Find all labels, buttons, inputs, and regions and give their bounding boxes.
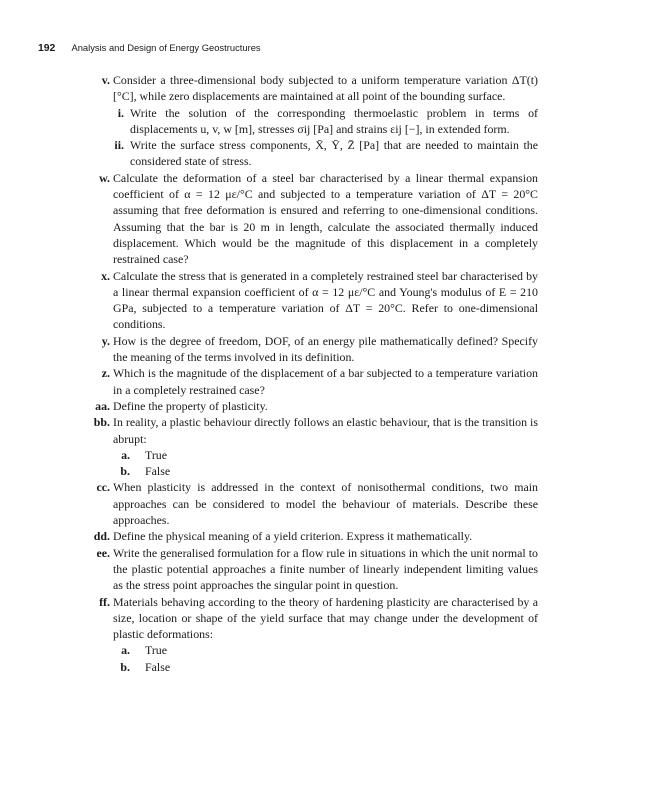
question-ee bbox=[0, 545, 648, 594]
question-label: y. bbox=[101, 333, 110, 348]
question-text: Define the physical meaning of a yield criterion. Express it mathematically. bbox=[113, 529, 473, 544]
option-text: False bbox=[145, 464, 171, 479]
page-number: 192 bbox=[38, 43, 56, 54]
option-text: False bbox=[145, 659, 171, 674]
question-list bbox=[0, 72, 648, 675]
question-cc bbox=[0, 479, 648, 528]
question-label: bb. bbox=[93, 415, 110, 430]
option-false bbox=[0, 463, 648, 479]
question-text: Which is the magnitude of the displacement of a bar subjected to a temperature variation in a completely restrained case? bbox=[113, 366, 538, 397]
question-text: Calculate the deformation of a steel bar characterised by a linear thermal expansion coefficient of α = 12 με/°C and subjected to a temperature variation of ΔT = 20°C assuming that free deformation is ensured and referring to one-dimensional conditions. Assuming that the bar is 20 m in length, calculate the associated thermally induced displacement. Which would be the magnitude of this displacement in a completely restrained case? bbox=[113, 170, 538, 267]
subquestion-i bbox=[0, 105, 648, 138]
question-text: Write the surface stress components, X̄, Ȳ, Z̄ [Pa] that are needed to maintain the considered state of stress. bbox=[130, 138, 538, 169]
option-label: a. bbox=[121, 447, 130, 462]
running-header bbox=[38, 42, 608, 56]
option-true bbox=[0, 642, 648, 658]
question-label: x. bbox=[101, 268, 110, 283]
option-false bbox=[0, 659, 648, 675]
question-y bbox=[0, 333, 648, 366]
question-w bbox=[0, 170, 648, 268]
question-text: How is the degree of freedom, DOF, of an energy pile mathematically defined? Specify the meaning of the terms involved in its definition. bbox=[113, 333, 538, 365]
option-label: b. bbox=[120, 659, 130, 674]
question-label: ff. bbox=[99, 594, 110, 609]
question-label: cc. bbox=[96, 480, 110, 495]
question-text: Consider a three-dimensional body subjected to a uniform temperature variation ΔT(t) [°C], while zero displacements are maintained at all point of the bounding surface. bbox=[113, 73, 538, 104]
question-x bbox=[0, 268, 648, 333]
question-text: Write the solution of the corresponding thermoelastic problem in terms of displacements u, v, w [m], stresses σij [Pa] and strains εij [−], in extended form. bbox=[130, 105, 538, 136]
question-ff bbox=[0, 594, 648, 643]
question-label: v. bbox=[101, 73, 110, 87]
question-text: Materials behaving according to the theory of hardening plasticity are characterised by a size, location or shape of the yield surface that may change under the development of plastic deformations: bbox=[113, 594, 538, 642]
question-z bbox=[0, 365, 648, 398]
question-label: dd. bbox=[93, 529, 110, 544]
question-text: When plasticity is addressed in the context of nonisothermal conditions, two main approaches can be considered to model the behaviour of materials. Describe these approaches. bbox=[113, 480, 538, 528]
question-text: In reality, a plastic behaviour directly follows an elastic behaviour, that is the transition is abrupt: bbox=[113, 415, 538, 446]
subquestion-ii bbox=[0, 137, 648, 170]
question-v bbox=[0, 72, 648, 105]
question-aa bbox=[0, 398, 648, 414]
question-label: ii. bbox=[114, 138, 124, 153]
question-label: z. bbox=[101, 366, 110, 381]
option-true bbox=[0, 447, 648, 463]
question-label: aa. bbox=[95, 398, 110, 413]
running-title: Analysis and Design of Energy Geostructures bbox=[71, 42, 261, 53]
question-label: ee. bbox=[96, 545, 110, 560]
option-text: True bbox=[145, 447, 168, 462]
question-bb bbox=[0, 414, 648, 447]
question-dd bbox=[0, 528, 648, 544]
question-label: i. bbox=[117, 105, 124, 120]
question-text: Calculate the stress that is generated in a completely restrained steel bar characterised by a linear thermal expansion coefficient of α = 12 με/°C and Young's modulus of E = 210 GPa, subjected to a temperature variation of ΔT = 20°C. Refer to one-dimensional conditions. bbox=[113, 268, 538, 332]
option-text: True bbox=[145, 643, 168, 658]
question-label: w. bbox=[99, 170, 110, 185]
option-label: b. bbox=[120, 464, 130, 479]
question-text: Write the generalised formulation for a flow rule in situations in which the unit normal to the plastic potential approaches a finite number of linearly independent limiting values as the stress point approaches the singular point in question. bbox=[113, 545, 538, 593]
question-text: Define the property of plasticity. bbox=[113, 398, 268, 413]
option-label: a. bbox=[121, 643, 130, 658]
